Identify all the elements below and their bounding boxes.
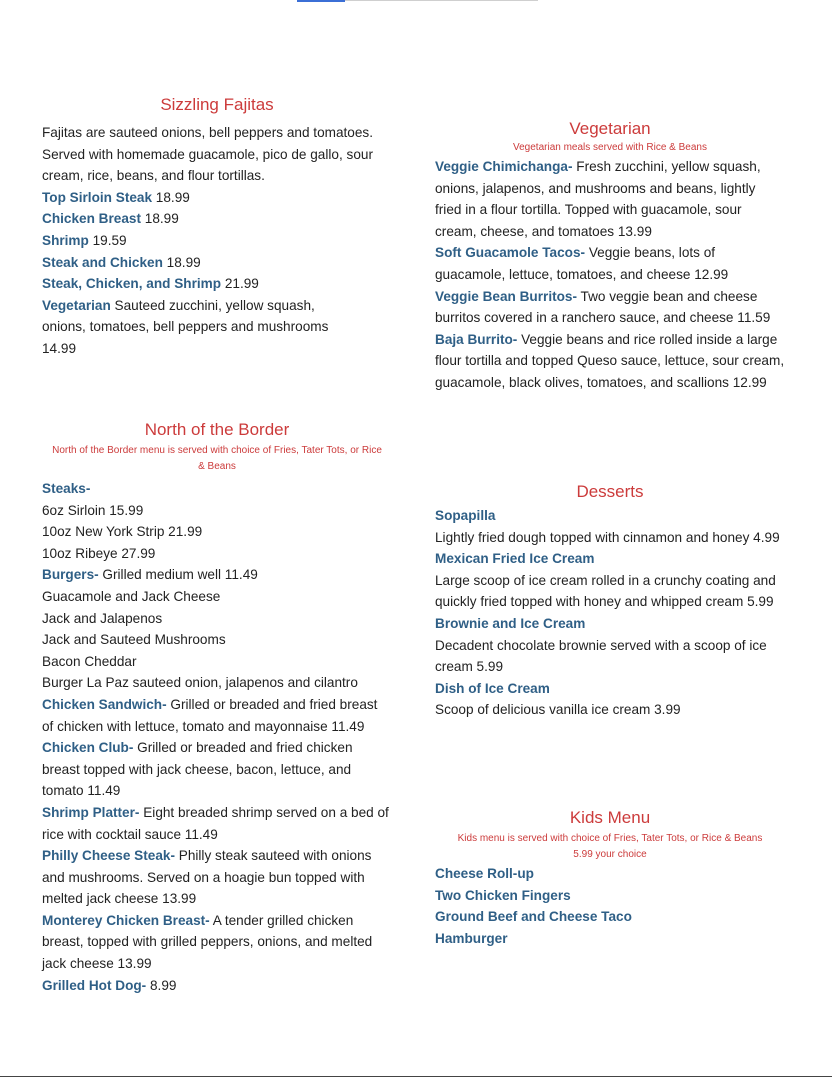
menu-item <box>435 329 785 394</box>
burger-option: Guacamole and Jack Cheese <box>42 588 221 604</box>
bottom-divider <box>0 1076 832 1077</box>
steak-option: 10oz New York Strip 21.99 <box>42 524 203 540</box>
menu-item <box>42 252 392 274</box>
item-price: 19.59 <box>88 232 127 248</box>
burger-option: Jack and Jalapenos <box>42 610 163 626</box>
steaks-label: Steaks- <box>42 481 91 496</box>
item-desc: Decadent chocolate brownie served with a scoop of ice cream 5.99 <box>435 637 767 675</box>
menu-item <box>42 975 392 997</box>
top-accent <box>297 0 345 2</box>
item-name: Burgers- <box>42 567 99 583</box>
item-desc: 8.99 <box>146 977 177 993</box>
item-price: 21.99 <box>221 276 259 292</box>
menu-item <box>42 295 352 360</box>
steak-option: 10oz Ribeye 27.99 <box>42 545 156 561</box>
section-title: Vegetarian <box>569 119 651 138</box>
item-name: Brownie and Ice Cream <box>435 615 586 631</box>
item-price: 18.99 <box>140 211 179 227</box>
menu-item <box>42 187 392 209</box>
item-name: Vegetarian <box>42 297 111 313</box>
item-desc: Veggie beans, lots of guacamole, lettuce, tomatoes, and cheese 12.99 <box>435 245 729 282</box>
item-name: Shrimp Platter- <box>42 804 140 820</box>
item-name: Top Sirloin Steak <box>42 189 153 205</box>
item-desc: Grilled medium well 11.49 <box>98 567 258 583</box>
menu-item <box>42 694 392 737</box>
desserts-section <box>435 481 785 721</box>
item-name: Chicken Club- <box>42 740 134 756</box>
menu-item <box>42 564 392 586</box>
item-price: 18.99 <box>162 254 201 270</box>
item-desc: Two veggie bean and cheese burritos covered in a ranchero sauce, and cheese 11.59 <box>435 288 771 326</box>
menu-item <box>435 156 785 242</box>
item-name: Monterey Chicken Breast- <box>42 912 210 928</box>
section-note: North of the Border menu is served with choice of Fries, Tater Tots, or Rice & Beans <box>52 445 382 472</box>
burger-option: Bacon Cheddar <box>42 653 137 669</box>
item-name: Dish of Ice Cream <box>435 680 550 696</box>
section-title: North of the Border <box>144 420 290 439</box>
kids-menu-section <box>435 807 785 949</box>
item-name: Shrimp <box>42 232 89 248</box>
fajitas-section <box>42 94 392 360</box>
item-name: Baja Burrito- <box>435 331 518 347</box>
menu-item <box>42 737 392 802</box>
item-desc: Philly steak sauteed with onions and mushrooms. Served on a hoagie bun topped with melted jack cheese 13.99 <box>42 848 372 907</box>
kids-price-note: 5.99 your choice <box>573 849 647 860</box>
item-price: 18.99 <box>152 189 190 205</box>
menu-item <box>42 273 392 295</box>
item-name: Steak and Chicken <box>42 254 163 270</box>
kids-item: Ground Beef and Cheese Taco <box>435 909 632 925</box>
item-name: Veggie Chimichanga- <box>435 159 573 174</box>
item-name: Chicken Breast <box>42 211 141 227</box>
item-desc: Scoop of delicious vanilla ice cream 3.99 <box>435 702 681 718</box>
menu-item <box>42 802 392 845</box>
item-name: Soft Guacamole Tacos- <box>435 245 586 261</box>
item-desc: Veggie beans and rice rolled inside a large flour tortilla and topped Queso sauce, lettuce, sour cream, guacamole, black olives, tomatoes, and scallions 12.99 <box>435 331 785 390</box>
menu-item <box>435 286 785 329</box>
steak-option: 6oz Sirloin 15.99 <box>42 502 144 518</box>
item-name: Steak, Chicken, and Shrimp <box>42 276 222 292</box>
item-desc: A tender grilled chicken breast, topped with grilled peppers, onions, and melted jack cheese 13.99 <box>42 912 373 972</box>
kids-item: Hamburger <box>435 930 508 946</box>
burger-option: Burger La Paz sauteed onion, jalapenos and cilantro <box>42 675 358 691</box>
menu-item <box>42 208 392 230</box>
item-name: Chicken Sandwich- <box>42 696 167 712</box>
item-desc: Fresh zucchini, yellow squash, onions, jalapenos, and mushrooms and beans, lightly fried in a flour tortilla. Topped with guacamole, sour cream, cheese, and tomatoes 13.99 <box>435 159 761 239</box>
section-title: Kids Menu <box>569 808 651 827</box>
item-desc: Sauteed zucchini, yellow squash, onions, tomatoes, bell peppers and mushrooms 14.99 <box>42 297 329 356</box>
item-desc: Large scoop of ice cream rolled in a crunchy coating and quickly fried topped with honey and whipped cream 5.99 <box>435 572 776 610</box>
item-name: Grilled Hot Dog- <box>42 977 147 993</box>
item-name: Sopapilla <box>435 508 496 523</box>
menu-item <box>42 910 392 975</box>
fajitas-intro: Fajitas are sauteed onions, bell peppers and tomatoes. Served with homemade guacamole, pico de gallo, sour cream, rice, beans, and flour tortillas. <box>42 125 373 184</box>
item-name: Mexican Fried Ice Cream <box>435 551 595 567</box>
burger-option: Jack and Sauteed Mushrooms <box>42 632 226 648</box>
item-desc: Grilled or breaded and fried breast of chicken with lettuce, tomato and mayonnaise 11.49 <box>42 696 378 734</box>
item-desc: Eight breaded shrimp served on a bed of rice with cocktail sauce 11.49 <box>42 804 389 842</box>
vegetarian-section <box>435 118 785 394</box>
kids-item: Two Chicken Fingers <box>435 887 571 903</box>
section-note: Vegetarian meals served with Rice & Beans <box>513 142 707 153</box>
menu-item <box>42 845 392 910</box>
section-title: Sizzling Fajitas <box>160 95 274 114</box>
top-divider <box>297 0 538 1</box>
kids-item: Cheese Roll-up <box>435 866 534 881</box>
item-desc: Grilled or breaded and fried chicken breast topped with jack cheese, bacon, lettuce, and tomato 11.49 <box>42 740 353 799</box>
menu-item <box>435 242 785 285</box>
item-desc: Lightly fried dough topped with cinnamon and honey 4.99 <box>435 529 780 545</box>
section-note: Kids menu is served with choice of Fries, Tater Tots, or Rice & Beans <box>457 833 763 844</box>
section-title: Desserts <box>576 482 644 501</box>
item-name: Veggie Bean Burritos- <box>435 288 578 304</box>
menu-item <box>42 230 392 252</box>
item-name: Philly Cheese Steak- <box>42 848 175 864</box>
north-of-border-section <box>42 419 392 996</box>
